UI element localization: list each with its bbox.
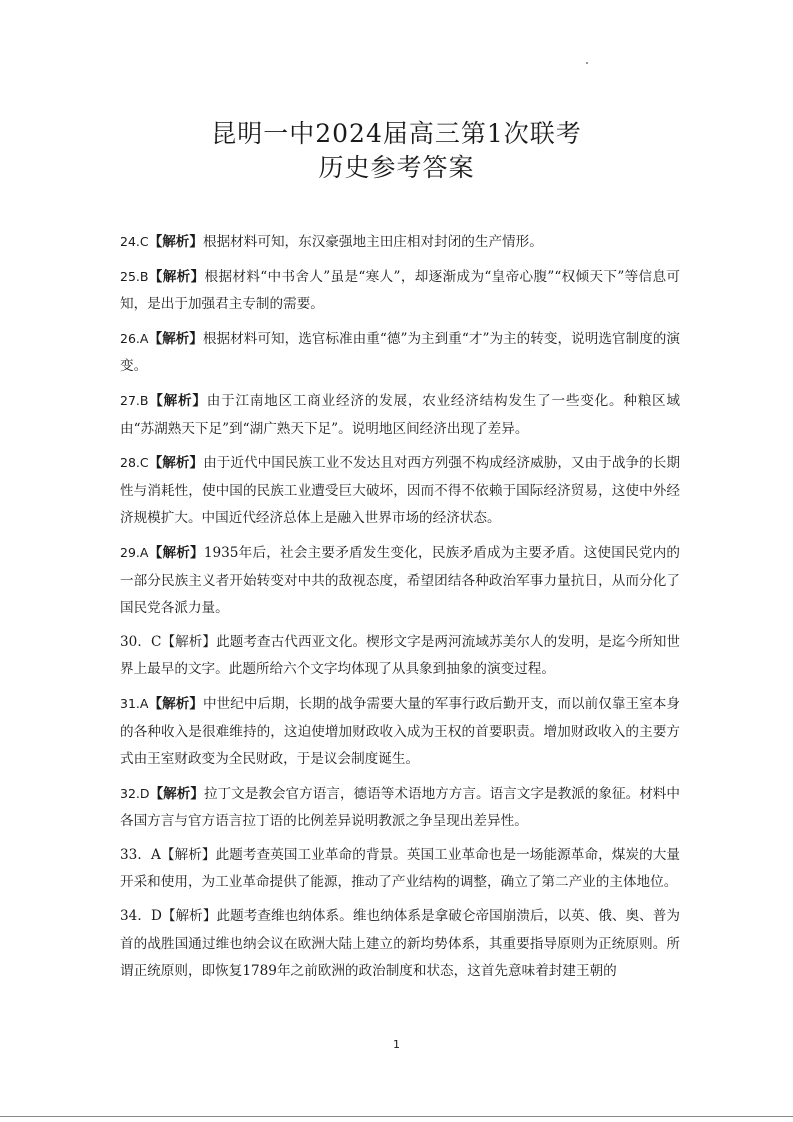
speck — [586, 62, 588, 64]
answer-item — [120, 780, 680, 836]
answer-number: 24.C — [120, 234, 149, 249]
answer-text: 1935年后，社会主要矛盾发生变化，民族矛盾成为主要矛盾。这使国民党内的一部分民族主义者开始转变对中共的敌视态度，希望团结各种政治军事力量抗日，从而分化了国民党各派力量。 — [120, 544, 681, 617]
answer-text: 由于江南地区工商业经济的发展，农业经济结构发生了一些变化。种粮区域由“苏湖熟天下足”到“湖广熟天下足”。说明地区间经济出现了差异。 — [120, 392, 681, 437]
answer-item — [120, 690, 680, 774]
answer-number: 32.D — [120, 785, 150, 801]
answer-item — [120, 903, 680, 986]
answer-text: 中世纪中后期，长期的战争需要大量的军事行政后勤开支，而以前仅靠王室本身的各种收入是很难维持的，这迫使增加财政收入成为王权的首要职责。增加财政收入的主要方式由王室财政变为全民财政，于是议会制度诞生。 — [120, 695, 681, 768]
answer-item — [120, 325, 680, 381]
answer-text: 此题考查古代西亚文化。楔形文字是两河流域苏美尔人的发明，是迄今所知世界上最早的文字。此题所给六个文字均体现了从具象到抽象的演变过程。 — [120, 633, 681, 678]
answer-number: 30．C — [120, 633, 162, 650]
answer-text: 由于近代中国民族工业不发达且对西方列强不构成经济威胁，又由于战争的长期性与消耗性，使中国的民族工业遭受巨大破坏，因而不得不依赖于国际经济贸易，这使中外经济规模扩大。中国近代经济总体上是融入世界市场的经济状态。 — [120, 455, 681, 527]
answer-number: 31.A — [120, 695, 149, 711]
answer-item — [120, 539, 680, 623]
document-title: 昆明一中2024届高三第1次联考 — [211, 119, 582, 148]
answer-item — [120, 449, 680, 533]
answer-item — [120, 387, 680, 443]
answer-number: 34．D — [120, 908, 162, 925]
answer-text: 拉丁文是教会官方语言，德语等术语地方方言。语言文字是教派的象征。材料中各国方言与官方语言拉丁语的比例差异说明教派之争呈现出差异性。 — [120, 785, 681, 830]
analysis-tag: 【解析】 — [148, 544, 204, 561]
analysis-tag: 【解析】 — [149, 785, 204, 802]
analysis-tag: 【解析】 — [148, 234, 203, 250]
answer-text: 根据材料“中书舍人”虽是“寒人”，却逐渐成为“皇帝心腹”“权倾天下”等信息可知，是出于加强君主专制的需要。 — [120, 268, 680, 313]
answer-text: 根据材料可知，东汉豪强地主田庄相对封闭的生产情形。 — [202, 234, 543, 250]
analysis-tag: 【解析】 — [148, 392, 207, 409]
answer-item — [120, 842, 680, 897]
answer-list — [120, 228, 680, 992]
answer-text: 根据材料可知，选官标准由重“德”为主到重“才”为主的转变，说明选官制度的演变。 — [120, 330, 681, 375]
answer-number: 25.B — [120, 268, 149, 284]
answer-item — [120, 629, 680, 684]
answer-text: 此题考查英国工业革命的背景。英国工业革命也是一场能源革命，煤炭的大量开采和使用，为工业革命提供了能源，推动了产业结构的调整，确立了第二产业的主体地位。 — [120, 846, 681, 891]
answer-item — [120, 228, 680, 257]
analysis-tag: 【解析】 — [148, 268, 205, 285]
page-number: 1 — [393, 1038, 400, 1051]
analysis-tag: 【解析】 — [148, 330, 203, 347]
answer-number: 29.A — [120, 544, 149, 560]
answer-item — [120, 263, 680, 319]
document-subtitle: 历史参考答案 — [318, 153, 475, 182]
analysis-tag: 【解析】 — [161, 908, 217, 925]
answer-number: 28.C — [120, 455, 149, 471]
answer-number: 33．A — [120, 846, 161, 863]
answer-number: 27.B — [120, 392, 149, 408]
analysis-tag: 【解析】 — [161, 633, 217, 650]
page-bottom-rule — [0, 1116, 793, 1117]
analysis-tag: 【解析】 — [148, 455, 204, 472]
answer-text: 此题考查维也纳体系。维也纳体系是拿破仑帝国崩溃后，以英、俄、奥、普为首的战胜国通过维也纳会议在欧洲大陆上建立的新均势体系，其重要指导原则为正统原则。所谓正统原则，即恢复1789年之前欧洲的政治制度和状态，这首先意味着封建王朝的 — [120, 908, 681, 980]
answer-number: 26.A — [120, 330, 149, 346]
analysis-tag: 【解析】 — [148, 695, 203, 712]
analysis-tag: 【解析】 — [160, 846, 216, 863]
